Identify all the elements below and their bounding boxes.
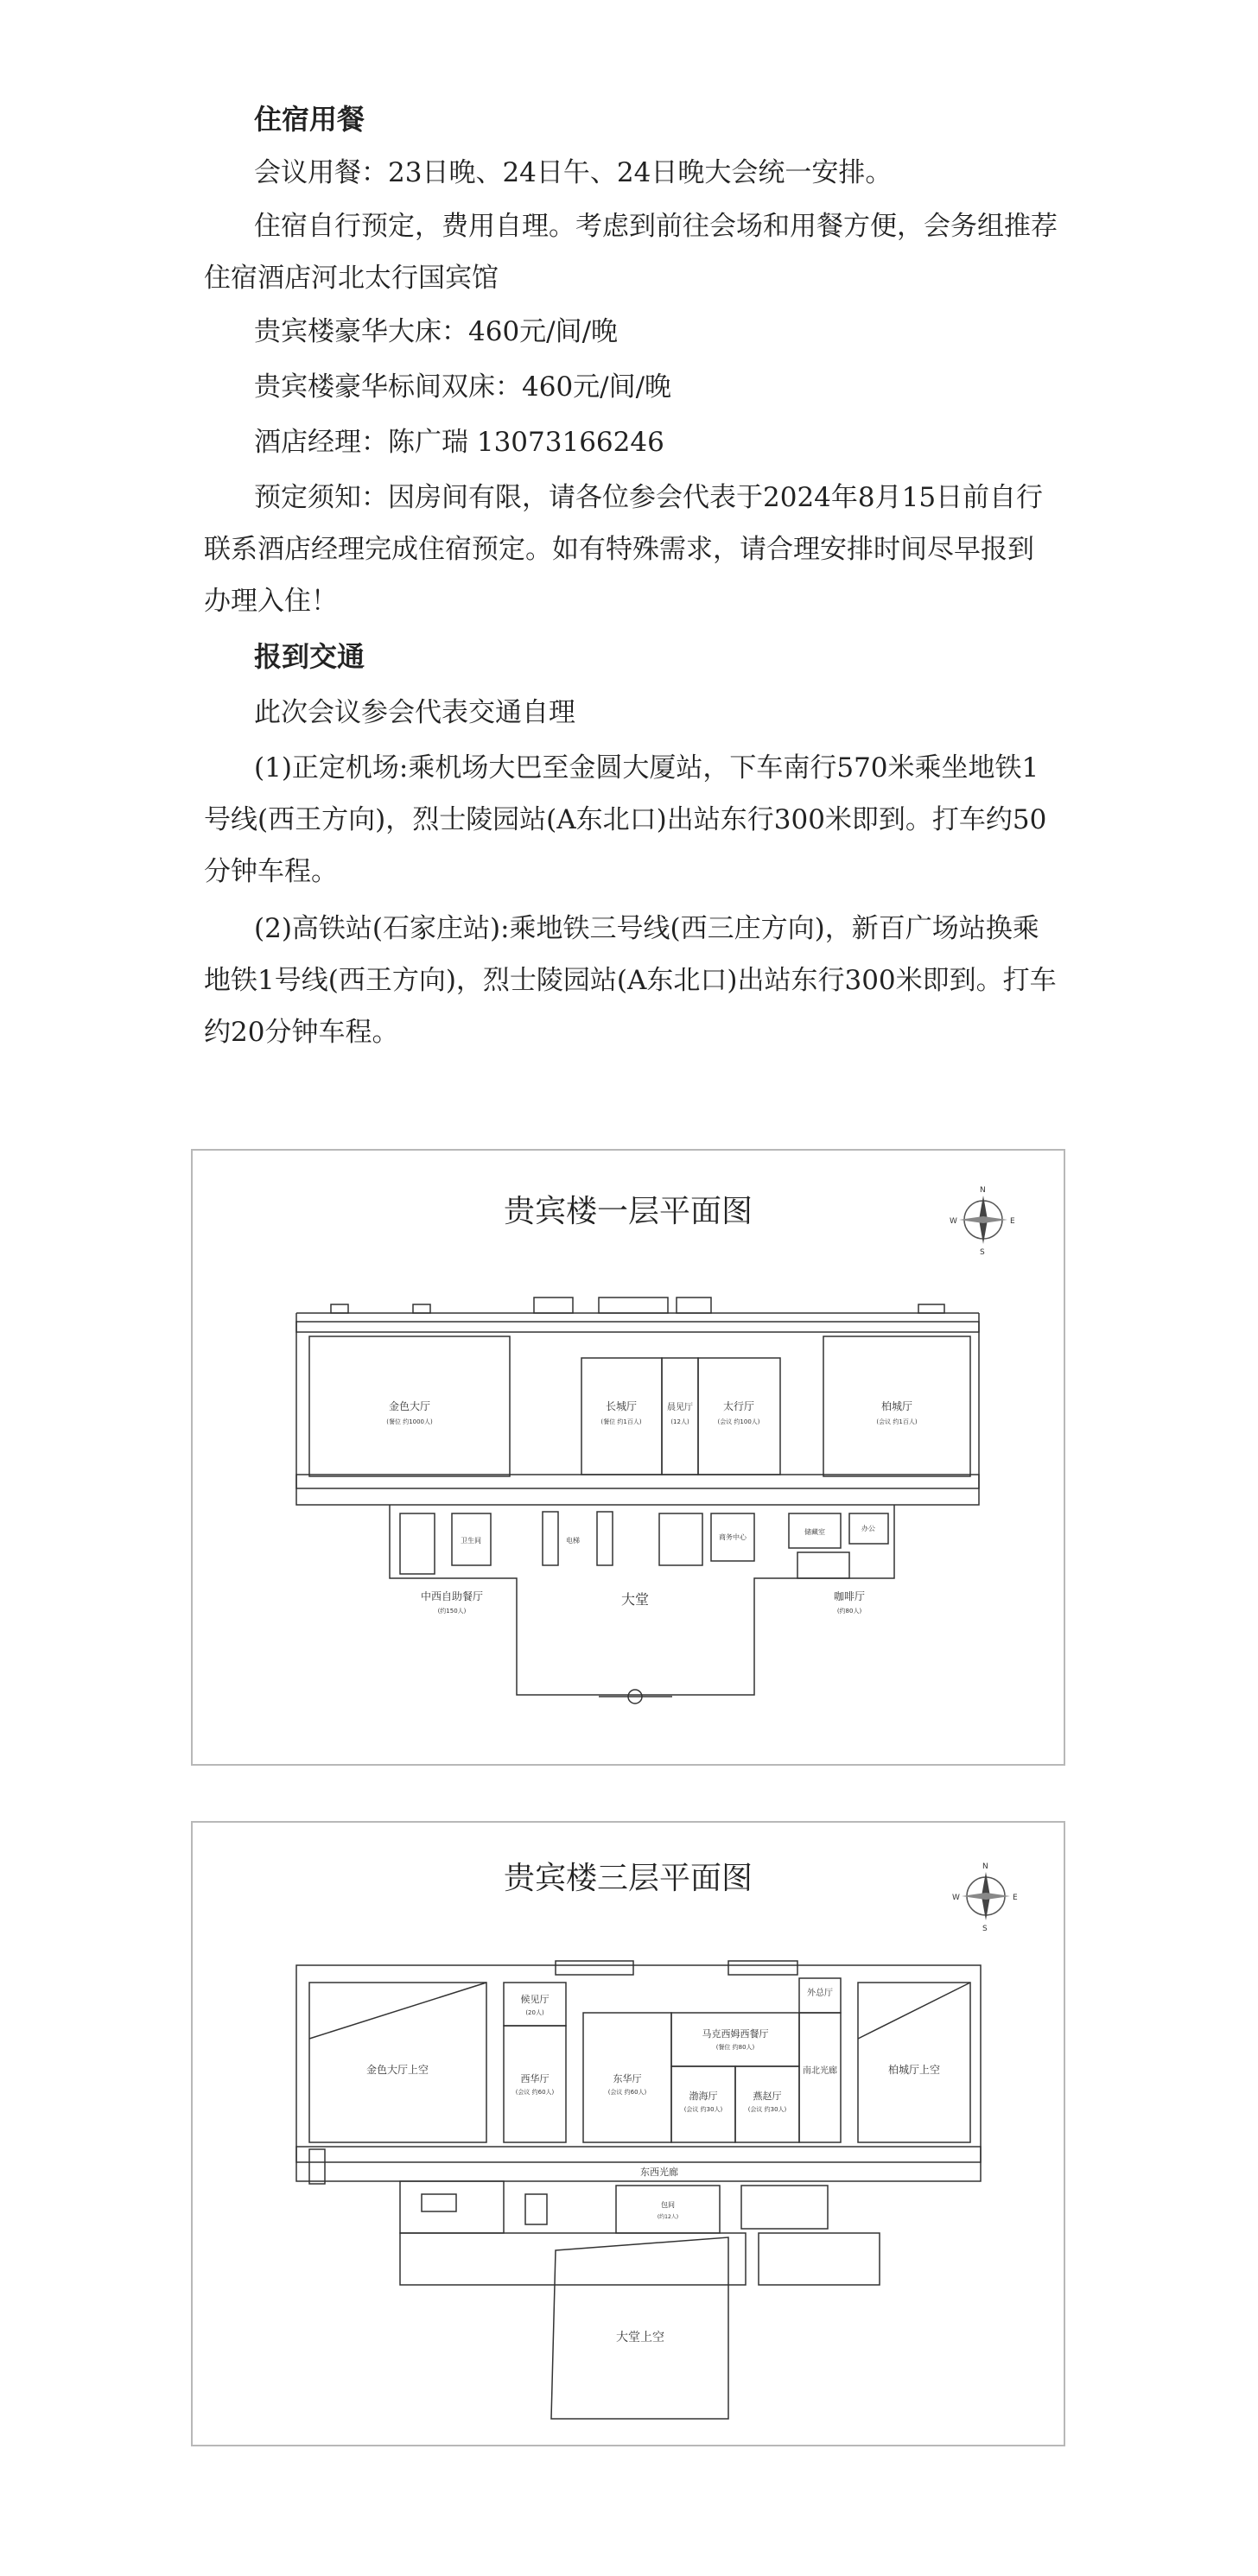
berlin-void-label: 柏城厅上空 [887,2064,941,2076]
vip-meet-label: 候见厅 [520,1994,550,2005]
east-west-corridor-label: 东西光廊 [640,2167,678,2178]
xihua-cap: (会议 约60人) [515,2089,555,2096]
reception-label: 晨见厅 [667,1403,693,1412]
bohai-cap: (会议 约30人) [683,2106,723,2113]
taihang-label: 太行厅 [722,1400,755,1412]
compass-w: W [952,1894,960,1902]
marco-label: 马克西姆西餐厅 [702,2028,769,2040]
compass-s: S [980,1248,985,1257]
compass-icon [950,1186,1015,1257]
lobby-label: 大堂 [620,1591,650,1608]
golden-hall-label: 金色大厅 [388,1400,431,1412]
floor3-title: 贵宾楼三层平面图 [503,1861,753,1896]
compass-icon [952,1862,1018,1933]
storage-label: 储藏室 [804,1528,825,1536]
xihua-label: 西华厅 [520,2073,550,2084]
floor3-plan [191,1821,1065,2446]
reception-cap: (12人) [670,1418,689,1425]
great-wall-cap: (餐位 约1百人) [600,1418,642,1425]
floor1-drawing [193,1151,1064,1764]
berlin-cap: (会议 约1百人) [876,1418,918,1425]
waizong-label: 外总厅 [807,1989,833,1998]
taihang-cap: (会议 约100人) [717,1418,760,1425]
lobby-void-label: 大堂上空 [616,2331,664,2344]
toilet-label: 卫生间 [461,1537,481,1545]
great-wall-label: 长城厅 [605,1400,638,1412]
compass-e: E [1010,1217,1015,1226]
floor3-drawing [193,1823,1064,2445]
cafe-label: 咖啡厅 [833,1590,866,1602]
vip-meet-cap: (20人) [525,2009,544,2016]
south-north-corridor-label: 南北光廊 [803,2066,837,2076]
compass-n: N [980,1186,986,1195]
airport-route: (1)正定机场:乘机场大巴至金圆大厦站，下车南行570米乘坐地铁1号线(西王方向)，烈士陵园站(A东北口)出站东行300米即到。打车约50分钟车程。 [204,752,1047,887]
small-room-cap: (约12人) [657,2214,679,2220]
floor1-title: 贵宾楼一层平面图 [503,1194,753,1229]
room-king-text: 贵宾楼豪华大床：460元/间/晚 [254,316,619,347]
booking-notice: 预定须知：因房间有限，请各位参会代表于2024年8月15日前自行联系酒店经理完成住宿预定。如有特殊需求，请合理安排时间尽早报到办理入住！ [204,482,1044,617]
golden-void-label: 金色大厅上空 [365,2064,429,2076]
golden-hall-cap: (餐位 约1000人) [386,1418,433,1425]
meals-text: 会议用餐：23日晚、24日午、24日晚大会统一安排。 [254,157,893,188]
transport-heading: 报到交通 [254,640,365,673]
donghua-cap: (会议 约60人) [607,2089,647,2096]
self-booking-text: 住宿自行预定，费用自理。考虑到前往会场和用餐方便，会务组推荐住宿酒店河北太行国宾馆 [204,211,1058,294]
elevator-label: 电梯 [566,1537,580,1545]
buffet-cap: (约150人) [437,1608,467,1615]
business-label: 商务中心 [719,1533,747,1541]
compass-e: E [1013,1894,1018,1902]
marco-cap: (餐位 约80人) [715,2044,755,2051]
lodging-heading: 住宿用餐 [254,103,365,136]
compass-w: W [950,1217,957,1226]
compass-n: N [982,1862,988,1871]
cafe-cap: (约80人) [836,1608,862,1615]
floor1-plan [191,1149,1065,1766]
berlin-label: 柏城厅 [880,1400,913,1412]
room-twin-text: 贵宾楼豪华标间双床：460元/间/晚 [254,371,672,403]
yanzhao-label: 燕赵厅 [753,2091,782,2102]
transport-intro: 此次会议参会代表交通自理 [254,697,575,728]
donghua-label: 东华厅 [613,2073,642,2084]
manager-text: 酒店经理：陈广瑞 13073166246 [254,427,664,458]
office-label: 办公 [861,1525,875,1532]
small-room-label: 包间 [661,2201,675,2209]
railway-route: (2)高铁站(石家庄站):乘地铁三号线(西三庄方向)，新百广场站换乘地铁1号线(西王方向)，烈士陵园站(A东北口)出站东行300米即到。打车约20分钟车程。 [204,913,1057,1048]
bohai-label: 渤海厅 [689,2091,718,2102]
yanzhao-cap: (会议 约30人) [747,2106,787,2113]
buffet-label: 中西自助餐厅 [420,1590,484,1602]
compass-s: S [982,1925,988,1933]
